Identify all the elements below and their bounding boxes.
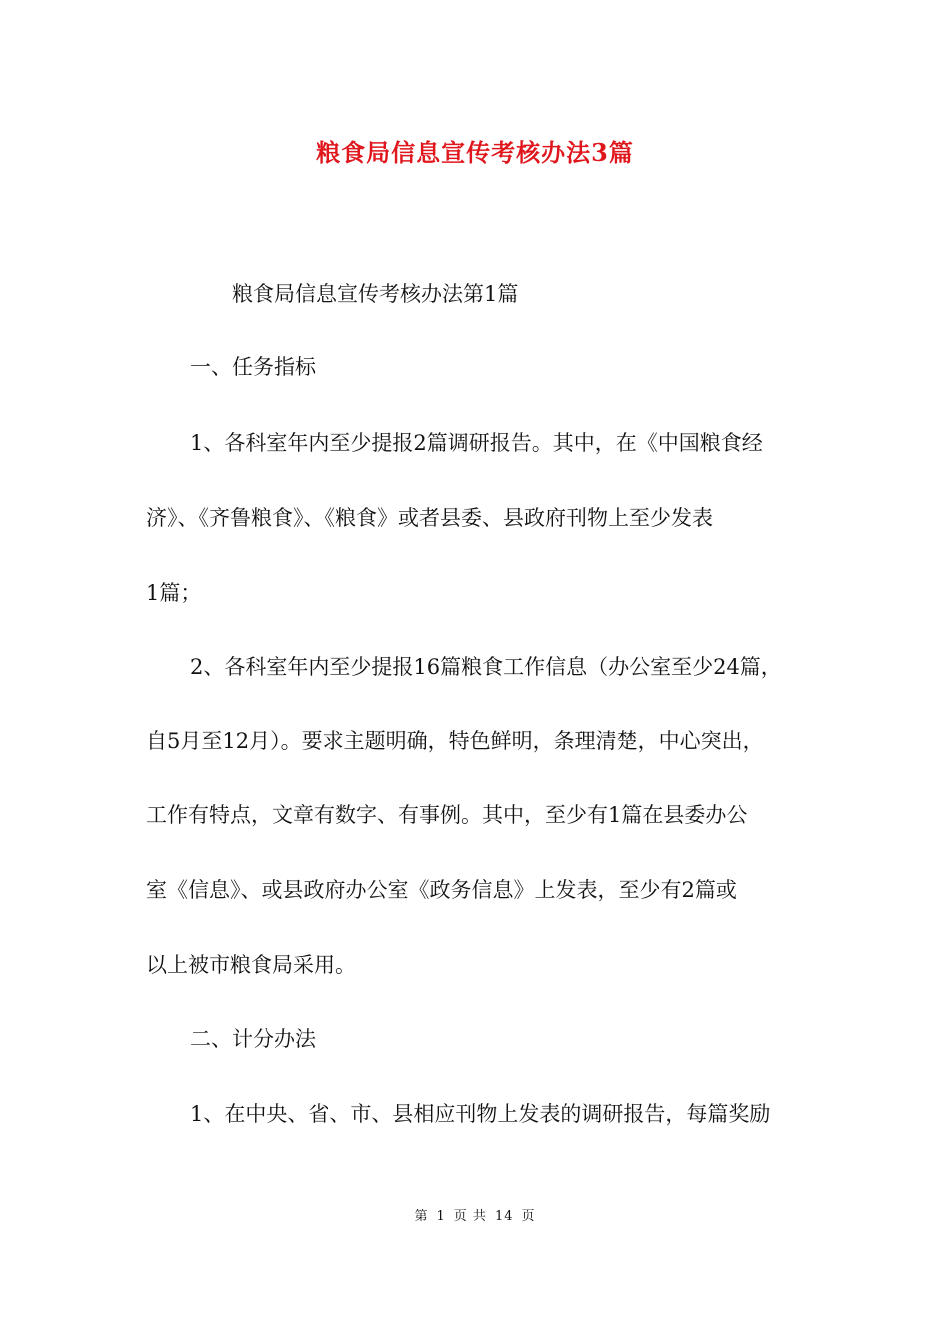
total-pages-number: 14: [494, 1209, 514, 1224]
paragraph-line: 1篇；: [146, 581, 202, 605]
article-subtitle: 粮食局信息宣传考核办法第1篇: [232, 282, 519, 306]
section-heading: 一、任务指标: [190, 355, 316, 379]
paragraph-line: 室《信息》、或县政府办公室《政务信息》上发表，至少有2篇或: [146, 878, 737, 902]
paragraph-line: 自5月至12月）。要求主题明确，特色鲜明，条理清楚，中心突出，: [146, 729, 764, 753]
current-page-number: 1: [436, 1209, 446, 1224]
footer-prefix: 第: [414, 1209, 429, 1224]
footer-mid: 页 共: [453, 1209, 487, 1224]
section-heading: 二、计分办法: [190, 1027, 316, 1051]
page-footer: [0, 1208, 950, 1226]
page-title: 粮食局信息宣传考核办法3篇: [316, 138, 634, 167]
paragraph-line: 以上被市粮食局采用。: [146, 953, 356, 977]
footer-suffix: 页: [521, 1209, 536, 1224]
paragraph-line: 1、在中央、省、市、县相应刊物上发表的调研报告，每篇奖励: [190, 1102, 771, 1126]
paragraph-line: 2、各科室年内至少提报16篇粮食工作信息（办公室至少24篇，: [190, 655, 782, 679]
paragraph-line: 济》、《齐鲁粮食》、《粮食》或者县委、县政府刊物上至少发表: [146, 506, 713, 530]
paragraph-line: 工作有特点，文章有数字、有事例。其中，至少有1篇在县委办公: [146, 803, 748, 827]
paragraph-line: 1、各科室年内至少提报2篇调研报告。其中，在《中国粮食经: [190, 431, 763, 455]
